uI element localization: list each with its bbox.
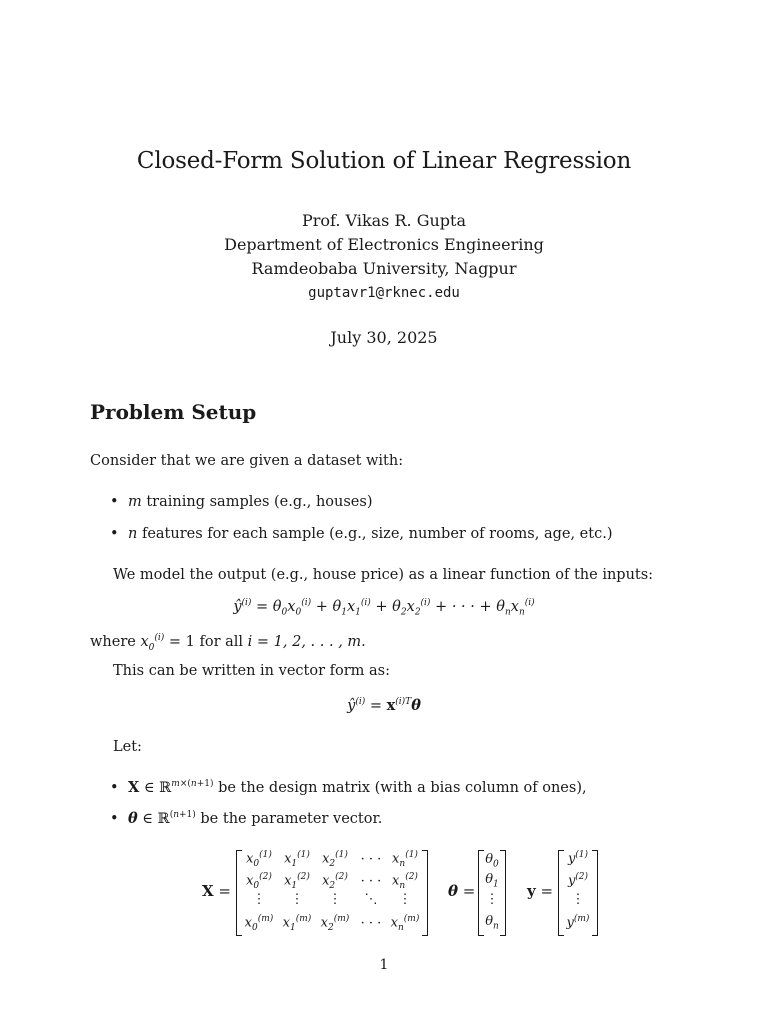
author-department: Department of Electronics Engineering (224, 235, 544, 254)
paper-date: July 30, 2025 (330, 328, 438, 347)
bullet-math: n (128, 526, 138, 542)
bullet-features: • n features for each sample (e.g., size, number of rooms, age, etc.) (110, 526, 613, 542)
theta-vector: $\theta_0$ $\theta_1$ ⋮ $\theta_n$ (478, 850, 506, 936)
author-email: guptavr1@rknec.edu (308, 285, 460, 301)
author-university: Ramdeobaba University, Nagpur (251, 259, 517, 278)
bullet-parameter-vector: • θ ∈ ℝ$^{(n+1)}$ be the parameter vector. (110, 810, 383, 827)
where-text: = 1 for all (164, 633, 248, 650)
model-paragraph: We model the output (e.g., house price) as a linear function of the inputs: (113, 567, 654, 583)
where-text: where (90, 633, 141, 650)
bullet-math: m (128, 494, 142, 510)
paper-title: Closed-Form Solution of Linear Regression (136, 148, 632, 174)
author-block (0, 209, 768, 305)
where-range: i = 1, 2, . . . , m. (247, 633, 366, 650)
theta-label: θ = (448, 882, 476, 900)
section-heading: Problem Setup (90, 400, 257, 424)
vector-paragraph: This can be written in vector form as: (113, 663, 390, 679)
equation-vector-form: $ŷ^{(i)} = x^{(i)T}\theta$ (347, 697, 421, 714)
page-number: 1 (379, 957, 389, 973)
matrix-x-label: X = (202, 882, 231, 900)
design-matrix: $x_0^{(1)}$ $x_1^{(1)}$ $x_2^{(1)}$ · · · $x_n^{(1)}$ $x_0^{(2)}$ $x_1^{(2)}$ $x_2^{(2)}$ · · · $x_n^{(2)}$ ⋮ ⋮ ⋮ ⋱ ⋮ $x_0^{(m)}$ $x_1^{(m)}$ $x_2^{(m)}$ · · · $x_n^{(m)}$ (236, 850, 428, 936)
let-paragraph: Let: (113, 739, 142, 755)
bullet-training-samples: • m training samples (e.g., houses) (110, 494, 373, 510)
y-vector: $y^{(1)}$ $y^{(2)}$ ⋮ $y^{(m)}$ (558, 850, 598, 936)
bullet-text: be the design matrix (with a bias column of ones), (213, 780, 587, 796)
y-label: y = (527, 882, 554, 900)
author-name: Prof. Vikas R. Gupta (301, 211, 466, 230)
where-paragraph: where $x_0^{(i)} = 1$ for all i = 1, 2, . . . , m. (90, 633, 366, 653)
bullet-text: be the parameter vector. (195, 811, 383, 827)
bullet-text: features for each sample (e.g., size, number of rooms, age, etc.) (137, 526, 613, 542)
bullet-design-matrix: • X ∈ ℝ$^{m\times(n+1)}$ be the design matrix (with a bias column of ones), (110, 779, 587, 796)
bullet-text: training samples (e.g., houses) (141, 494, 373, 510)
equation-linear-model: $ŷ^{(i)} = \theta_0x_0^{(i)} + \theta_1x_1^{(i)} + \theta_2x_2^{(i)}$ + · · · + $\theta_nx_n^{(i)}$ (233, 598, 535, 618)
intro-paragraph: Consider that we are given a dataset with: (90, 453, 404, 469)
